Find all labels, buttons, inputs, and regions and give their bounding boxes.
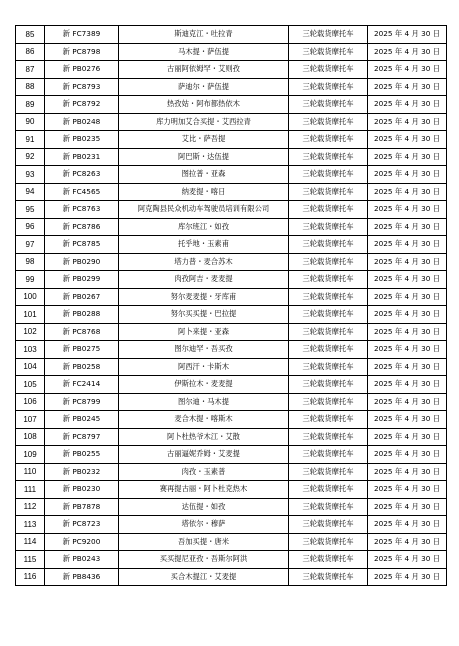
owner-name-cell: 库尔班江・如孜 <box>119 218 289 236</box>
row-number-cell: 85 <box>16 26 45 44</box>
date-cell: 2025 年 4 月 30 日 <box>368 306 447 324</box>
table-row <box>16 323 447 341</box>
vehicle-type-cell: 三轮载货摩托车 <box>289 78 368 96</box>
owner-name-cell: 达伍提・如孜 <box>119 498 289 516</box>
table-row <box>16 183 447 201</box>
owner-name-cell: 塔力普・麦合苏木 <box>119 253 289 271</box>
plate-number-cell: 新 PC8785 <box>45 236 119 254</box>
owner-name-cell: 图拉普・亚森 <box>119 166 289 184</box>
vehicle-type-cell: 三轮载货摩托车 <box>289 376 368 394</box>
owner-name-cell: 热孜姑・阿布都热依木 <box>119 96 289 114</box>
row-number-cell: 92 <box>16 148 45 166</box>
vehicle-type-cell: 三轮载货摩托车 <box>289 113 368 131</box>
row-number-cell: 102 <box>16 323 45 341</box>
row-number-cell: 105 <box>16 376 45 394</box>
row-number-cell: 86 <box>16 43 45 61</box>
table-row <box>16 78 447 96</box>
owner-name-cell: 库力明加艾合买提・艾西拉青 <box>119 113 289 131</box>
owner-name-cell: 纳麦提・喀日 <box>119 183 289 201</box>
table-row <box>16 61 447 79</box>
date-cell: 2025 年 4 月 30 日 <box>368 516 447 534</box>
table-row <box>16 568 447 586</box>
date-cell: 2025 年 4 月 30 日 <box>368 393 447 411</box>
plate-number-cell: 新 PC8263 <box>45 166 119 184</box>
row-number-cell: 97 <box>16 236 45 254</box>
plate-number-cell: 新 PB0235 <box>45 131 119 149</box>
row-number-cell: 89 <box>16 96 45 114</box>
plate-number-cell: 新 PC8768 <box>45 323 119 341</box>
table-row <box>16 481 447 499</box>
plate-number-cell: 新 PC8723 <box>45 516 119 534</box>
plate-number-cell: 新 PB0288 <box>45 306 119 324</box>
row-number-cell: 104 <box>16 358 45 376</box>
date-cell: 2025 年 4 月 30 日 <box>368 113 447 131</box>
plate-number-cell: 新 FC2414 <box>45 376 119 394</box>
date-cell: 2025 年 4 月 30 日 <box>368 166 447 184</box>
plate-number-cell: 新 PB0245 <box>45 411 119 429</box>
row-number-cell: 93 <box>16 166 45 184</box>
date-cell: 2025 年 4 月 30 日 <box>368 411 447 429</box>
vehicle-type-cell: 三轮载货摩托车 <box>289 218 368 236</box>
row-number-cell: 116 <box>16 568 45 586</box>
table-row <box>16 166 447 184</box>
table-row <box>16 271 447 289</box>
owner-name-cell: 阿卜来提・亚森 <box>119 323 289 341</box>
row-number-cell: 87 <box>16 61 45 79</box>
plate-number-cell: 新 FC4565 <box>45 183 119 201</box>
date-cell: 2025 年 4 月 30 日 <box>368 96 447 114</box>
plate-number-cell: 新 PC8798 <box>45 43 119 61</box>
vehicle-type-cell: 三轮载货摩托车 <box>289 61 368 79</box>
owner-name-cell: 阿西汗・卡斯木 <box>119 358 289 376</box>
vehicle-type-cell: 三轮载货摩托车 <box>289 498 368 516</box>
row-number-cell: 90 <box>16 113 45 131</box>
date-cell: 2025 年 4 月 30 日 <box>368 428 447 446</box>
plate-number-cell: 新 PB0258 <box>45 358 119 376</box>
owner-name-cell: 塔依尔・穆萨 <box>119 516 289 534</box>
vehicle-type-cell: 三轮载货摩托车 <box>289 446 368 464</box>
date-cell: 2025 年 4 月 30 日 <box>368 568 447 586</box>
owner-name-cell: 麦合木提・喀斯木 <box>119 411 289 429</box>
date-cell: 2025 年 4 月 30 日 <box>368 271 447 289</box>
table-row <box>16 358 447 376</box>
table-row <box>16 341 447 359</box>
row-number-cell: 110 <box>16 463 45 481</box>
plate-number-cell: 新 PB8436 <box>45 568 119 586</box>
vehicle-type-cell: 三轮载货摩托车 <box>289 166 368 184</box>
row-number-cell: 94 <box>16 183 45 201</box>
vehicle-type-cell: 三轮载货摩托车 <box>289 131 368 149</box>
table-row <box>16 131 447 149</box>
vehicle-type-cell: 三轮载货摩托车 <box>289 341 368 359</box>
owner-name-cell: 努尔麦麦提・牙库甫 <box>119 288 289 306</box>
table-row <box>16 446 447 464</box>
vehicle-type-cell: 三轮载货摩托车 <box>289 516 368 534</box>
table-row <box>16 393 447 411</box>
table-row <box>16 533 447 551</box>
date-cell: 2025 年 4 月 30 日 <box>368 148 447 166</box>
vehicle-type-cell: 三轮载货摩托车 <box>289 183 368 201</box>
vehicle-type-cell: 三轮载货摩托车 <box>289 411 368 429</box>
owner-name-cell: 古丽阿依姆罕・艾则孜 <box>119 61 289 79</box>
row-number-cell: 112 <box>16 498 45 516</box>
owner-name-cell: 肉孜・玉素普 <box>119 463 289 481</box>
owner-name-cell: 赛再提古丽・阿卜杜克热木 <box>119 481 289 499</box>
owner-name-cell: 古丽逼妮乔姆・艾麦提 <box>119 446 289 464</box>
date-cell: 2025 年 4 月 30 日 <box>368 463 447 481</box>
table-row <box>16 428 447 446</box>
plate-number-cell: 新 PB0248 <box>45 113 119 131</box>
table-row <box>16 306 447 324</box>
vehicle-type-cell: 三轮载货摩托车 <box>289 253 368 271</box>
table-row <box>16 236 447 254</box>
vehicle-record-table <box>15 25 447 586</box>
date-cell: 2025 年 4 月 30 日 <box>368 253 447 271</box>
plate-number-cell: 新 PB0275 <box>45 341 119 359</box>
plate-number-cell: 新 PB0299 <box>45 271 119 289</box>
vehicle-type-cell: 三轮载货摩托车 <box>289 26 368 44</box>
row-number-cell: 88 <box>16 78 45 96</box>
row-number-cell: 95 <box>16 201 45 219</box>
row-number-cell: 103 <box>16 341 45 359</box>
table-row <box>16 551 447 569</box>
vehicle-type-cell: 三轮载货摩托车 <box>289 428 368 446</box>
owner-name-cell: 买合木提江・艾麦提 <box>119 568 289 586</box>
date-cell: 2025 年 4 月 30 日 <box>368 551 447 569</box>
plate-number-cell: 新 PB0243 <box>45 551 119 569</box>
owner-name-cell: 吾加买提・唐米 <box>119 533 289 551</box>
plate-number-cell: 新 PC9200 <box>45 533 119 551</box>
owner-name-cell: 阿卜杜热爷木江・艾散 <box>119 428 289 446</box>
owner-name-cell: 图尔迪・马木提 <box>119 393 289 411</box>
row-number-cell: 99 <box>16 271 45 289</box>
vehicle-type-cell: 三轮载货摩托车 <box>289 481 368 499</box>
vehicle-type-cell: 三轮载货摩托车 <box>289 288 368 306</box>
vehicle-type-cell: 三轮载货摩托车 <box>289 148 368 166</box>
date-cell: 2025 年 4 月 30 日 <box>368 288 447 306</box>
owner-name-cell: 买买提尼亚孜・吾斯尔阿洪 <box>119 551 289 569</box>
owner-name-cell: 萨迪尔・萨伍提 <box>119 78 289 96</box>
plate-number-cell: 新 PB0232 <box>45 463 119 481</box>
plate-number-cell: 新 PB7878 <box>45 498 119 516</box>
table-row <box>16 43 447 61</box>
vehicle-type-cell: 三轮载货摩托车 <box>289 271 368 289</box>
row-number-cell: 109 <box>16 446 45 464</box>
vehicle-type-cell: 三轮载货摩托车 <box>289 393 368 411</box>
table-row <box>16 148 447 166</box>
plate-number-cell: 新 PB0276 <box>45 61 119 79</box>
plate-number-cell: 新 PC8792 <box>45 96 119 114</box>
date-cell: 2025 年 4 月 30 日 <box>368 323 447 341</box>
vehicle-type-cell: 三轮载货摩托车 <box>289 43 368 61</box>
row-number-cell: 111 <box>16 481 45 499</box>
date-cell: 2025 年 4 月 30 日 <box>368 201 447 219</box>
owner-name-cell: 努尔买买提・巴拉提 <box>119 306 289 324</box>
owner-name-cell: 托乎地・玉素甫 <box>119 236 289 254</box>
vehicle-type-cell: 三轮载货摩托车 <box>289 96 368 114</box>
table-row <box>16 218 447 236</box>
plate-number-cell: 新 PC8786 <box>45 218 119 236</box>
table-row <box>16 288 447 306</box>
plate-number-cell: 新 PC8793 <box>45 78 119 96</box>
vehicle-type-cell: 三轮载货摩托车 <box>289 358 368 376</box>
owner-name-cell: 阿巴斯・达伍提 <box>119 148 289 166</box>
table-row <box>16 201 447 219</box>
date-cell: 2025 年 4 月 30 日 <box>368 218 447 236</box>
row-number-cell: 96 <box>16 218 45 236</box>
vehicle-type-cell: 三轮载货摩托车 <box>289 323 368 341</box>
vehicle-type-cell: 三轮载货摩托车 <box>289 463 368 481</box>
vehicle-type-cell: 三轮载货摩托车 <box>289 533 368 551</box>
row-number-cell: 113 <box>16 516 45 534</box>
owner-name-cell: 斯迪克江・吐拉青 <box>119 26 289 44</box>
date-cell: 2025 年 4 月 30 日 <box>368 43 447 61</box>
owner-name-cell: 图尔迪罕・吾买孜 <box>119 341 289 359</box>
date-cell: 2025 年 4 月 30 日 <box>368 481 447 499</box>
date-cell: 2025 年 4 月 30 日 <box>368 498 447 516</box>
vehicle-type-cell: 三轮载货摩托车 <box>289 201 368 219</box>
date-cell: 2025 年 4 月 30 日 <box>368 61 447 79</box>
plate-number-cell: 新 PB0255 <box>45 446 119 464</box>
date-cell: 2025 年 4 月 30 日 <box>368 78 447 96</box>
table-row <box>16 376 447 394</box>
date-cell: 2025 年 4 月 30 日 <box>368 358 447 376</box>
date-cell: 2025 年 4 月 30 日 <box>368 376 447 394</box>
row-number-cell: 91 <box>16 131 45 149</box>
plate-number-cell: 新 FC7389 <box>45 26 119 44</box>
owner-name-cell: 艾比・萨吾提 <box>119 131 289 149</box>
plate-number-cell: 新 PC8763 <box>45 201 119 219</box>
vehicle-type-cell: 三轮载货摩托车 <box>289 306 368 324</box>
plate-number-cell: 新 PC8799 <box>45 393 119 411</box>
plate-number-cell: 新 PB0267 <box>45 288 119 306</box>
row-number-cell: 100 <box>16 288 45 306</box>
row-number-cell: 108 <box>16 428 45 446</box>
date-cell: 2025 年 4 月 30 日 <box>368 26 447 44</box>
vehicle-type-cell: 三轮载货摩托车 <box>289 568 368 586</box>
owner-name-cell: 伊斯拉木・麦麦提 <box>119 376 289 394</box>
table-row <box>16 498 447 516</box>
table-row <box>16 26 447 44</box>
plate-number-cell: 新 PC8797 <box>45 428 119 446</box>
table-body <box>16 26 447 586</box>
date-cell: 2025 年 4 月 30 日 <box>368 533 447 551</box>
owner-name-cell: 阿克陶县民众机动车驾驶员培训有限公司 <box>119 201 289 219</box>
plate-number-cell: 新 PB0230 <box>45 481 119 499</box>
row-number-cell: 106 <box>16 393 45 411</box>
vehicle-type-cell: 三轮载货摩托车 <box>289 236 368 254</box>
date-cell: 2025 年 4 月 30 日 <box>368 236 447 254</box>
table-row <box>16 96 447 114</box>
row-number-cell: 101 <box>16 306 45 324</box>
plate-number-cell: 新 PB0231 <box>45 148 119 166</box>
row-number-cell: 107 <box>16 411 45 429</box>
row-number-cell: 115 <box>16 551 45 569</box>
vehicle-type-cell: 三轮载货摩托车 <box>289 551 368 569</box>
date-cell: 2025 年 4 月 30 日 <box>368 183 447 201</box>
owner-name-cell: 马木提・萨伍提 <box>119 43 289 61</box>
date-cell: 2025 年 4 月 30 日 <box>368 341 447 359</box>
row-number-cell: 98 <box>16 253 45 271</box>
table-row <box>16 411 447 429</box>
row-number-cell: 114 <box>16 533 45 551</box>
table-row <box>16 113 447 131</box>
date-cell: 2025 年 4 月 30 日 <box>368 131 447 149</box>
table-row <box>16 516 447 534</box>
owner-name-cell: 肉孜阿吉・麦麦提 <box>119 271 289 289</box>
date-cell: 2025 年 4 月 30 日 <box>368 446 447 464</box>
table-row <box>16 253 447 271</box>
table-row <box>16 463 447 481</box>
plate-number-cell: 新 PB0290 <box>45 253 119 271</box>
